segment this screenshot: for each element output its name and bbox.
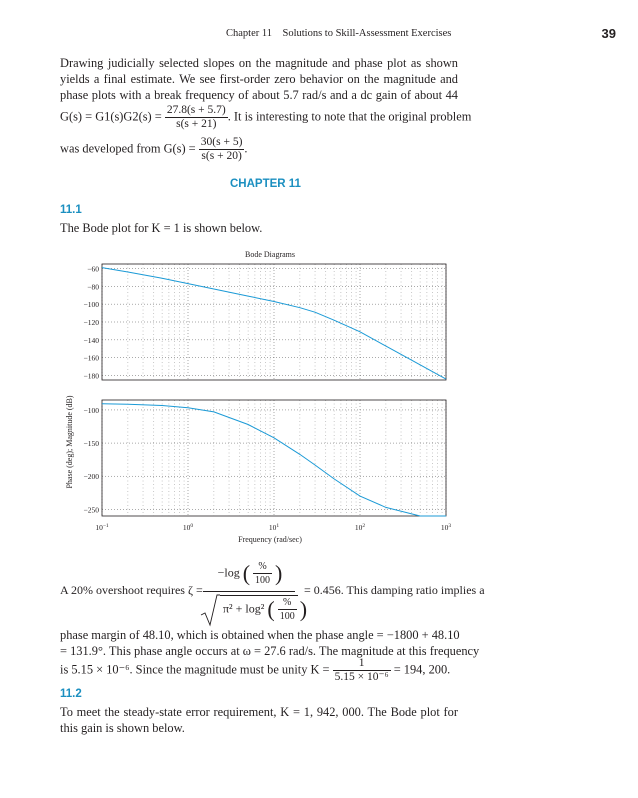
pi-log-squared: π² + log²: [223, 601, 265, 616]
g-denominator: s(s + 21): [176, 118, 217, 130]
zeta-denominator: π² + log² ( $\frac{\%}{100}$ ): [223, 596, 308, 622]
page-number: 39: [601, 26, 616, 41]
k-denominator: 5.15 × 10⁻⁶: [334, 671, 389, 683]
magnitude-subplot: [84, 264, 446, 381]
g-equation-line: [60, 104, 471, 131]
magnitude-y-tick-label: −60: [87, 264, 99, 274]
phase-y-tick-label: −200: [83, 472, 99, 482]
phase-margin-line-3: [60, 657, 450, 684]
bode-plot: [58, 244, 458, 548]
sqrt-sign-icon: [200, 593, 220, 627]
orig-denominator: s(s + 20): [201, 150, 242, 162]
phase-y-tick-label: −250: [83, 505, 99, 515]
den-hundred: 100: [279, 611, 295, 622]
x-tick-labels: [95, 523, 451, 532]
magnitude-y-tick-label: −160: [83, 353, 99, 363]
den-pct-fraction: [278, 596, 297, 623]
g-fraction: [165, 104, 228, 131]
magnitude-y-tick-label: −100: [83, 300, 99, 310]
g-label: G(s) = G1(s)G2(s) =: [60, 109, 162, 124]
orig-equation-line: [60, 136, 248, 163]
zeta-numerator: −log ( $\frac{\%}{100}$ ): [217, 560, 283, 586]
phase-subplot: [84, 400, 446, 516]
phase-y-tick-label: −100: [83, 405, 99, 415]
g-numerator: 27.8(s + 5.7): [166, 104, 226, 116]
k-result: = 194, 200.: [393, 662, 451, 677]
intro-paragraph: Drawing judicially selected slopes on the magnitude and phase plot as shown yields a final estimate. We see first-order zero behavior on the magnitude and phase plots with a break frequency of about 5.7 rad/s and a dc gain of about 44: [60, 56, 458, 102]
num-hundred: 100: [255, 575, 271, 586]
magnitude-y-tick-label: −180: [83, 371, 99, 381]
orig-fraction: [199, 136, 248, 163]
running-header: [226, 28, 451, 39]
zeta-fraction-bar: [203, 591, 295, 592]
chart-title: Bode Diagrams: [245, 250, 295, 259]
x-tick-label: $10^3$: [440, 523, 452, 532]
num-pct-fraction: [253, 560, 272, 587]
chapter-heading: CHAPTER 11: [230, 178, 301, 190]
y-axis-label: Phase (deg); Magnitude (dB): [65, 395, 74, 489]
k-fraction: [333, 657, 391, 684]
orig-numerator: 30(s + 5): [200, 136, 243, 148]
chapter-label: Chapter 11: [226, 28, 272, 39]
x-tick-label: $10^1$: [268, 523, 280, 532]
section-11-2-text: To meet the steady-state error requirement, K = 1, 942, 000. The Bode plot for this gain is shown below.: [60, 705, 458, 735]
x-tick-label: $10^0$: [182, 523, 194, 532]
section-11-1-heading: 11.1: [60, 204, 82, 216]
phase-margin-line-2: = 131.9°. This phase angle occurs at ω = 27.6 rad/s. The magnitude at this frequency: [60, 644, 480, 658]
neg-log: −log: [217, 565, 240, 580]
orig-tail: .: [244, 141, 248, 156]
section-11-1-text: The Bode plot for K = 1 is shown below.: [60, 221, 263, 235]
num-pct: %: [253, 560, 272, 574]
x-tick-label: $10^2$: [354, 523, 366, 532]
g-tail: . It is interesting to note that the original problem: [227, 109, 472, 124]
phase-margin-line-1: phase margin of 48.10, which is obtained when the phase angle = −1800 + 48.10: [60, 628, 460, 642]
chapter-title: Solutions to Skill-Assessment Exercises: [282, 28, 452, 39]
section-11-2-heading: 11.2: [60, 688, 82, 700]
k-prefix: is 5.15 × 10⁻⁶. Since the magnitude must be unity K =: [60, 662, 330, 677]
k-numerator: 1: [333, 657, 391, 671]
overshoot-block: [60, 560, 485, 626]
x-tick-label: $10^{-1}$: [95, 523, 109, 532]
orig-label: was developed from G(s) =: [60, 141, 196, 156]
x-axis-label: Frequency (rad/sec): [238, 535, 302, 544]
overshoot-result: = 0.456. This damping ratio implies a: [304, 583, 485, 597]
overshoot-prefix: A 20% overshoot requires ζ =: [60, 583, 203, 597]
den-pct: %: [278, 596, 297, 610]
magnitude-y-tick-label: −120: [83, 318, 99, 327]
phase-y-tick-label: −150: [83, 439, 99, 449]
magnitude-y-tick-label: −140: [83, 335, 99, 345]
magnitude-y-tick-label: −80: [87, 282, 99, 292]
